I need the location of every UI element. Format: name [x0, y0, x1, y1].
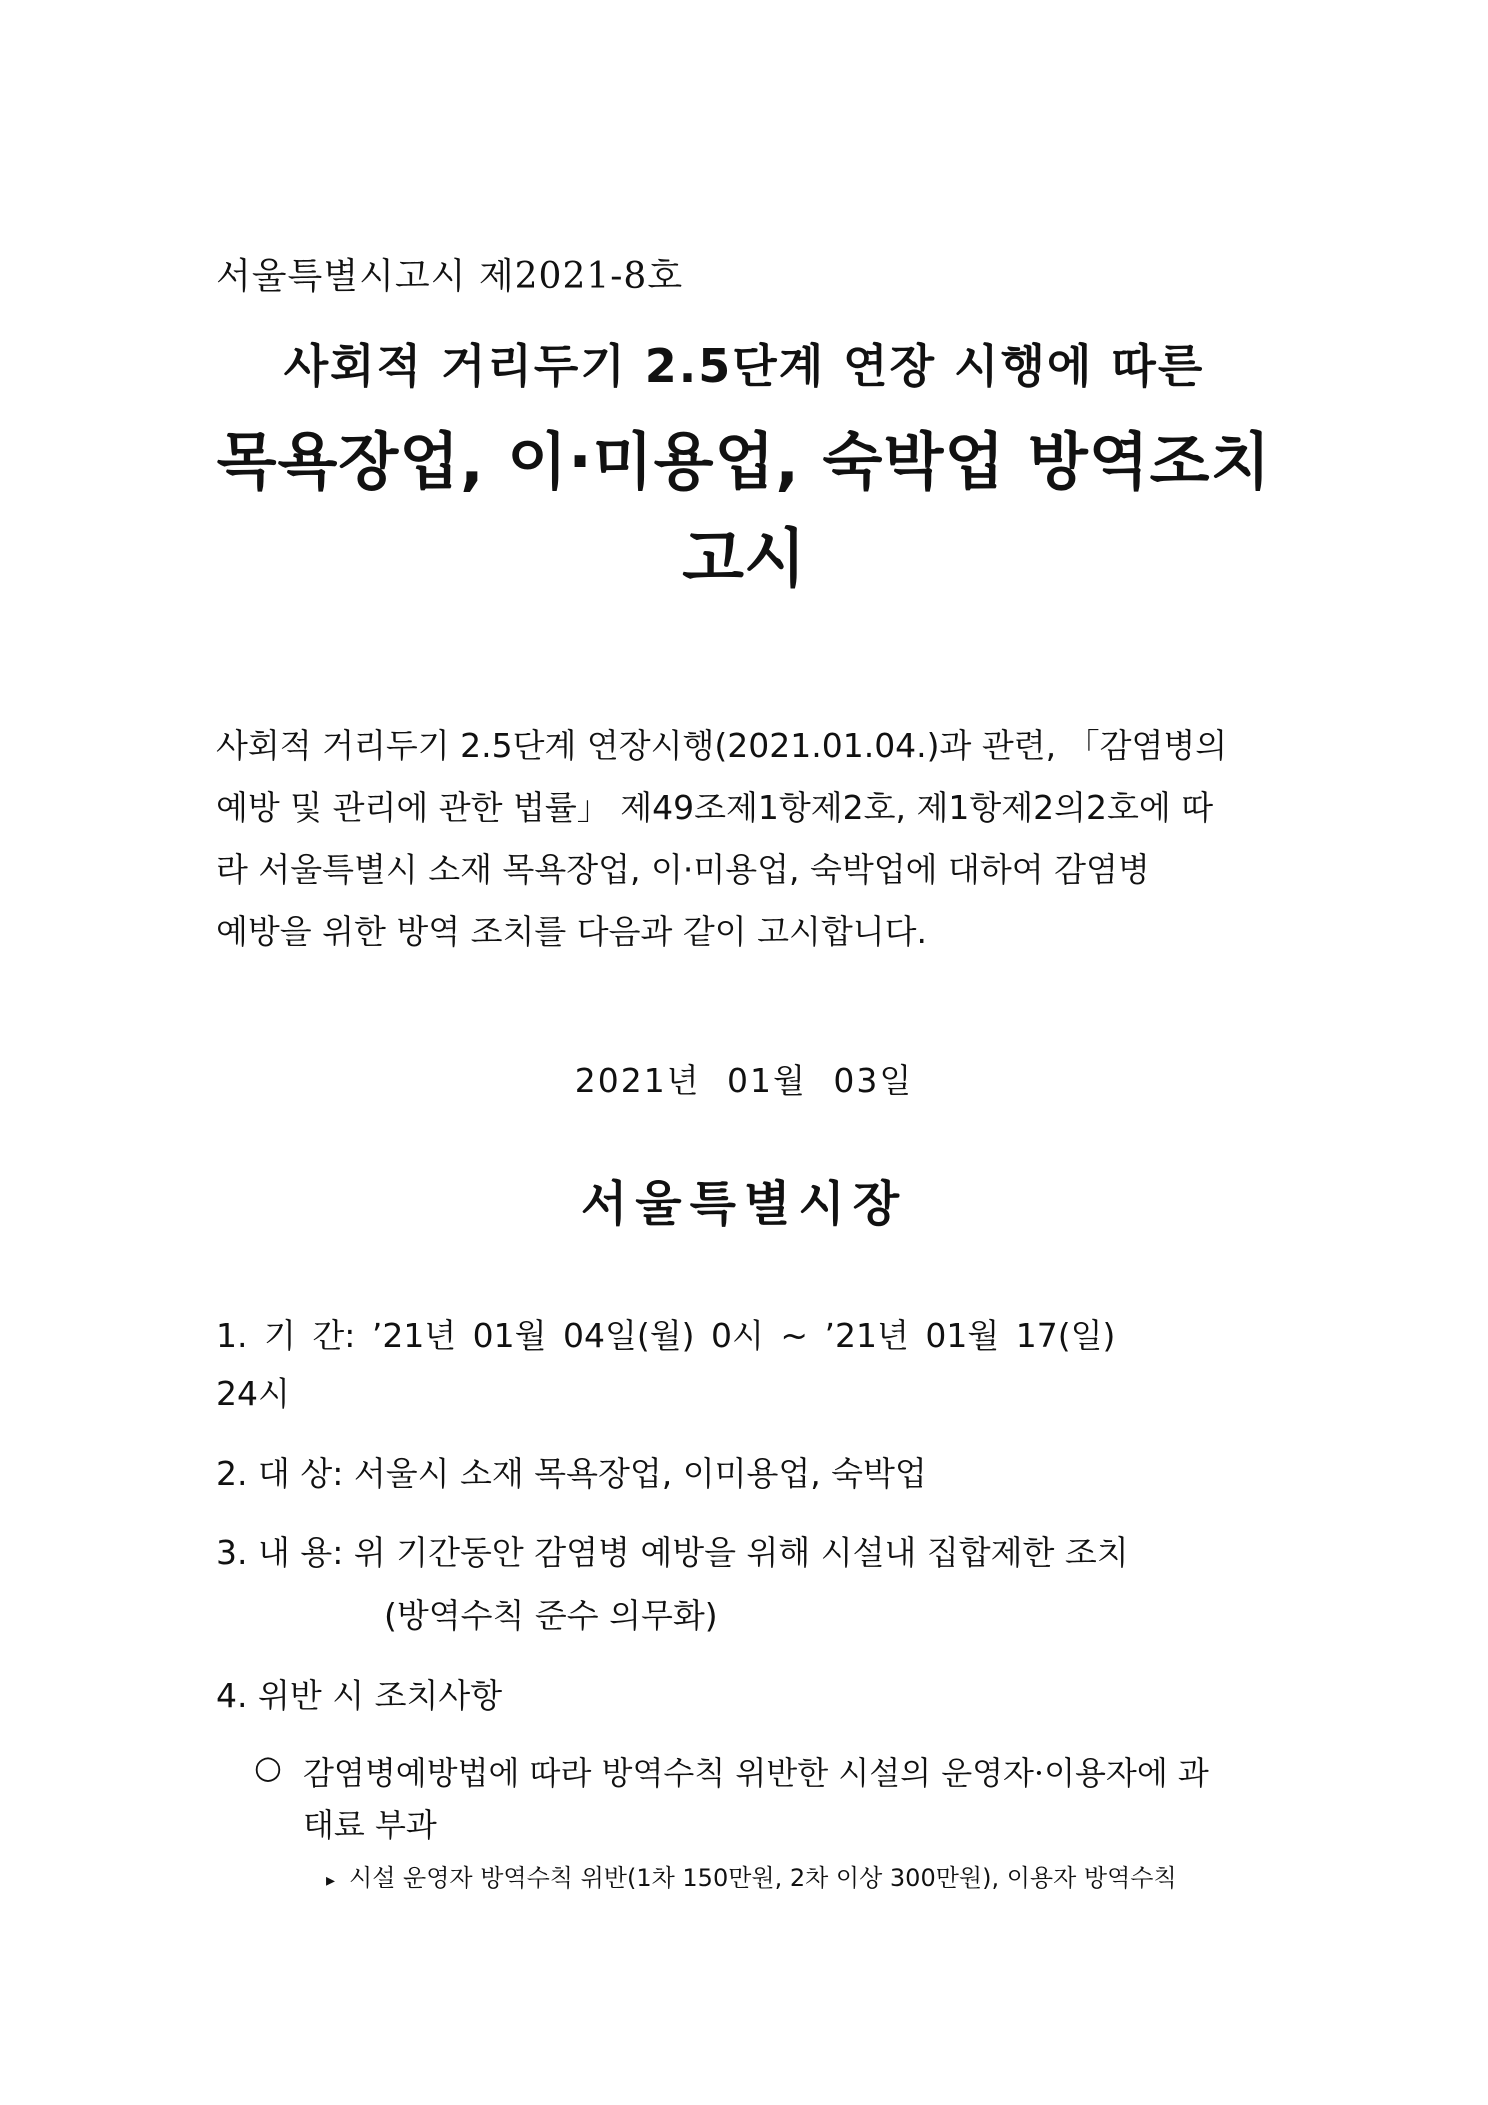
triangle-bullet-icon: ▸: [326, 1870, 336, 1891]
notice-date: 2021년 01월 03일: [574, 1061, 914, 1100]
notice-number: 서울특별시고시 제2021-8호: [216, 256, 684, 297]
title-line-2: 목욕장업, 이·미용업, 숙박업 방역조치: [216, 425, 1272, 498]
item-content-continued: (방역수칙 준수 의무화): [384, 1596, 718, 1635]
violation-text-line-2: 태료 부과: [303, 1806, 437, 1844]
intro-line: 예방을 위한 방역 조치를 다음과 같이 고시합니다.: [216, 912, 927, 951]
item-period-continued: 24시: [216, 1374, 290, 1413]
violation-text-line-1: 감염병예방법에 따라 방역수칙 위반한 시설의 운영자·이용자에 과: [303, 1754, 1209, 1792]
item-period: 1. 기 간: ’21년 01월 04일(월) 0시 ~ ’21년 01월 17(일): [216, 1316, 1116, 1355]
violation-detail: [326, 1858, 1177, 1893]
item-target: 2. 대 상: 서울시 소재 목욕장업, 이미용업, 숙박업: [216, 1454, 927, 1493]
issuer: 서울특별시장: [580, 1176, 908, 1232]
intro-paragraph: [216, 715, 1286, 963]
intro-line: 라 서울특별시 소재 목욕장업, 이·미용업, 숙박업에 대하여 감염병: [216, 850, 1150, 889]
item-violation-heading: 4. 위반 시 조치사항: [216, 1676, 503, 1715]
violation-detail-text: 시설 운영자 방역수칙 위반(1차 150만원, 2차 이상 300만원), 이용자 방역수칙: [349, 1864, 1177, 1892]
intro-line: 사회적 거리두기 2.5단계 연장시행(2021.01.04.)과 관련, 「감염병의: [216, 726, 1228, 765]
item-content: 3. 내 용: 위 기간동안 감염병 예방을 위해 시설내 집합제한 조치: [216, 1533, 1129, 1572]
title-line-3: 고시: [682, 523, 806, 597]
circle-bullet-icon: ○: [254, 1748, 282, 1786]
title-line-1: 사회적 거리두기 2.5단계 연장 시행에 따른: [283, 339, 1205, 393]
intro-line: 예방 및 관리에 관한 법률」 제49조제1항제2호, 제1항제2의2호에 따: [216, 788, 1214, 827]
